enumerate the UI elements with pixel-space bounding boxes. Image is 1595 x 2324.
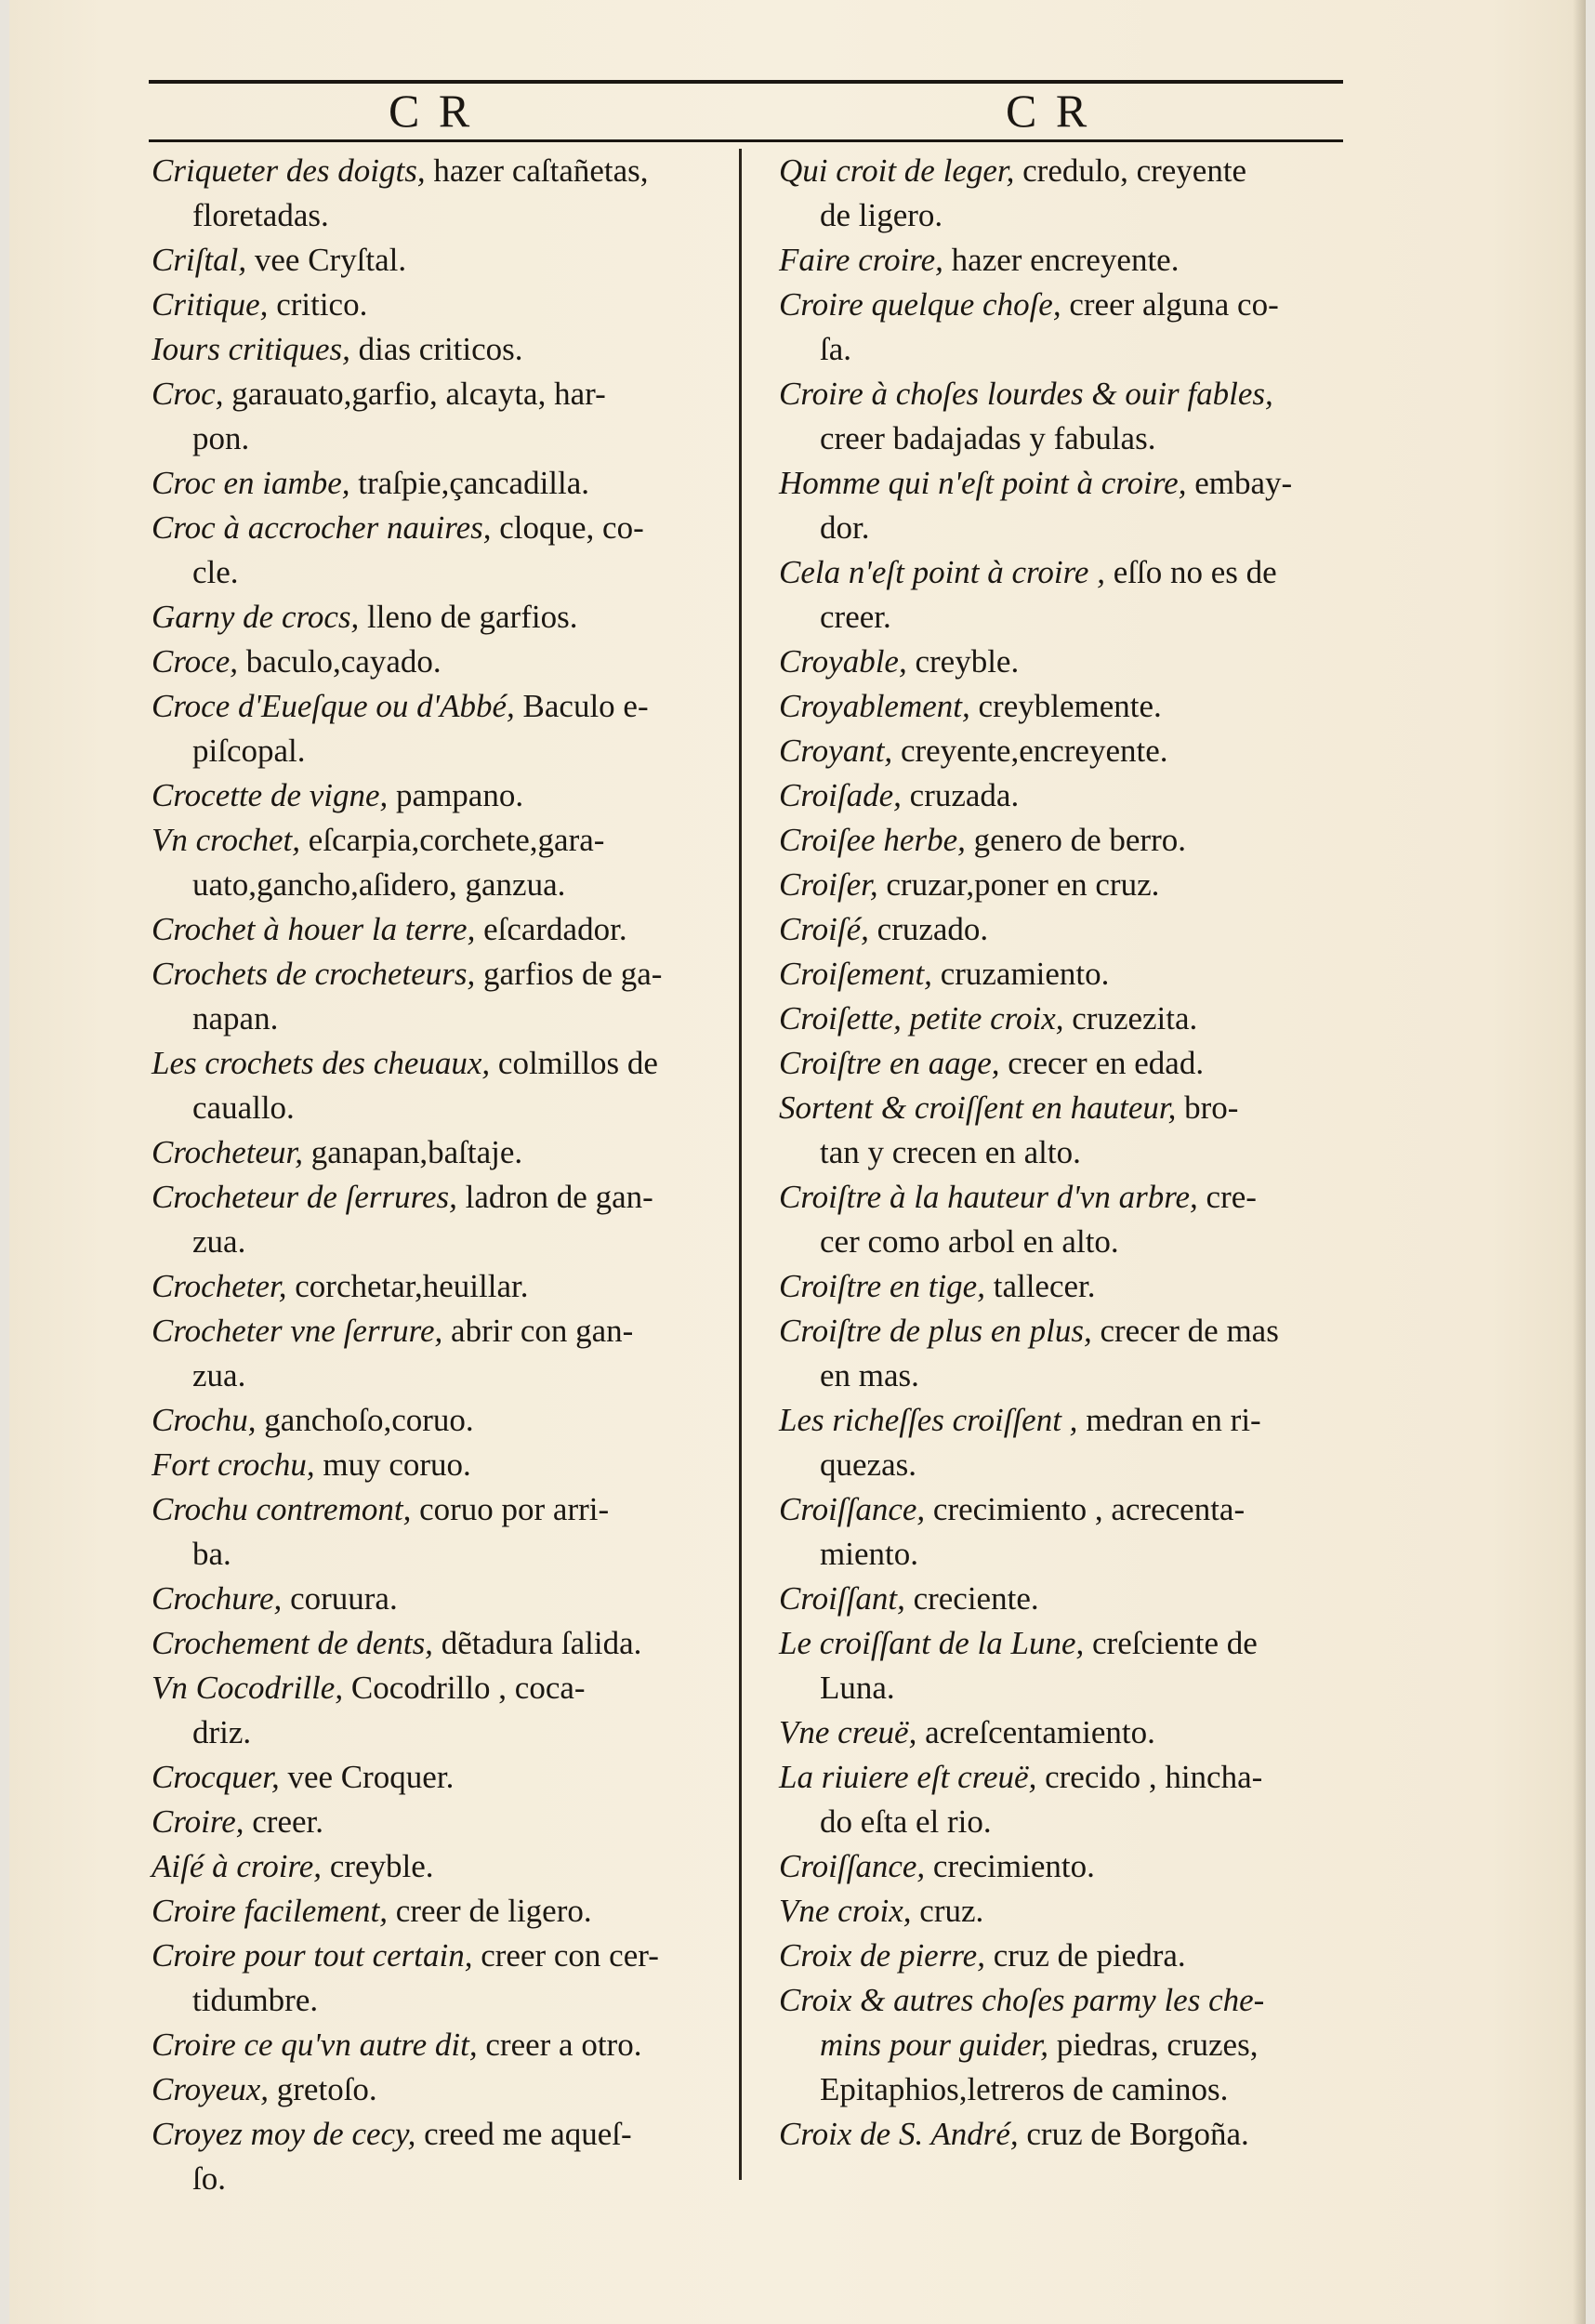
translation: creer alguna co- <box>1069 286 1279 323</box>
translation: credulo, creyente <box>1022 152 1247 189</box>
header-left: C R <box>389 85 474 137</box>
dictionary-entry <box>152 2023 730 2067</box>
translation: crecimiento , acrecenta- <box>932 1491 1246 1527</box>
headword: Les crochets des cheuaux, <box>152 1045 491 1081</box>
headword: Croyable, <box>779 643 907 680</box>
dictionary-entry <box>779 372 1348 461</box>
translation: crecer de mas <box>1100 1313 1279 1349</box>
translation-continued: zua. <box>192 1357 246 1393</box>
dictionary-entry <box>152 283 730 327</box>
headword: Croyablement, <box>779 688 970 724</box>
translation: garfios de ga- <box>483 956 663 992</box>
translation-continued: de ligero. <box>820 197 943 233</box>
translation: genero de berro. <box>973 822 1186 858</box>
headword: Croiſtre de plus en plus, <box>779 1313 1092 1349</box>
translation: baculo,cayado. <box>245 643 442 680</box>
headword: Crochet à houer la terre, <box>152 911 476 947</box>
dictionary-entry <box>152 1443 730 1487</box>
headword: Croire ce qu'vn autre dit, <box>152 2027 478 2063</box>
translation-continued: piedras, cruzes, <box>1056 2027 1259 2063</box>
translation: colmillos de <box>497 1045 658 1081</box>
headword: Le croiſſant de la Lune, <box>779 1625 1085 1661</box>
translation: medran en ri- <box>1086 1402 1261 1438</box>
headword: Croix de pierre, <box>779 1937 985 1974</box>
dictionary-entry <box>152 1844 730 1889</box>
dictionary-entry <box>152 952 730 1041</box>
dictionary-entry <box>152 1175 730 1264</box>
header-right: C R <box>1006 85 1091 137</box>
translation-continued: ſa. <box>820 331 852 367</box>
translation: vee Croquer. <box>287 1759 455 1795</box>
dictionary-entry <box>152 2112 730 2201</box>
headword: Crochement de dents, <box>152 1625 433 1661</box>
headword: Les richeſſes croiſſent , <box>779 1402 1078 1438</box>
column-divider <box>739 149 742 2180</box>
translation-continued: driz. <box>192 1714 252 1750</box>
dictionary-entry <box>152 818 730 907</box>
headword: Croyeux, <box>152 2071 270 2107</box>
translation: ganchoſo,coruo. <box>264 1402 474 1438</box>
headword: Crochu contremont, <box>152 1491 412 1527</box>
headword: Croce d'Eueſque ou d'Abbé, <box>152 688 515 724</box>
dictionary-page <box>9 0 1586 2324</box>
translation: cruzado. <box>877 911 989 947</box>
translation-continued: miento. <box>820 1536 918 1572</box>
dictionary-entry <box>152 1621 730 1666</box>
dictionary-entry <box>779 1710 1348 1755</box>
dictionary-entry <box>152 1666 730 1755</box>
headword: Crocette de vigne, <box>152 777 389 813</box>
headword: Sortent & croiſſent en hauteur, <box>779 1089 1177 1126</box>
translation: lleno de garfios. <box>366 599 578 635</box>
translation-continued: quezas. <box>820 1446 916 1483</box>
headword: Cela n'eſt point à croire , <box>779 554 1105 590</box>
translation: eſcardador. <box>483 911 627 947</box>
dictionary-entry <box>779 997 1348 1041</box>
dictionary-entry <box>779 1844 1348 1889</box>
translation: creer a otro. <box>485 2027 642 2063</box>
running-header <box>149 80 1343 141</box>
translation: embay- <box>1194 465 1293 501</box>
dictionary-entry <box>779 818 1348 863</box>
translation: tallecer. <box>993 1268 1096 1304</box>
dictionary-entry <box>152 372 730 461</box>
translation-continued: cer como arbol en alto. <box>820 1223 1119 1260</box>
translation: creer con cer- <box>481 1937 659 1974</box>
translation-continued: cle. <box>192 554 239 590</box>
translation: dias criticos. <box>358 331 523 367</box>
dictionary-entry <box>779 1934 1348 1978</box>
dictionary-entry <box>152 238 730 283</box>
dictionary-entry <box>779 1487 1348 1577</box>
translation: coruo por arri- <box>419 1491 610 1527</box>
headword: Croce, <box>152 643 238 680</box>
dictionary-entry <box>779 2112 1348 2157</box>
dictionary-entry <box>779 640 1348 684</box>
headword: Vn Cocodrille, <box>152 1670 344 1706</box>
headword: Qui croit de leger, <box>779 152 1015 189</box>
dictionary-entry <box>152 506 730 595</box>
headword: Croiſſance, <box>779 1848 926 1884</box>
dictionary-entry <box>779 550 1348 640</box>
headword: Croiſé, <box>779 911 869 947</box>
headword: Homme qui n'eſt point à croire, <box>779 465 1187 501</box>
dictionary-entry <box>152 461 730 506</box>
translation-continued: do eſta el rio. <box>820 1803 992 1840</box>
translation: eſcarpia,corchete,gara- <box>308 822 605 858</box>
dictionary-entry <box>779 729 1348 773</box>
headword: Croiſette, petite croix, <box>779 1000 1064 1037</box>
translation-continued: tidumbre. <box>192 1982 319 2018</box>
headword: Crocheter, <box>152 1268 287 1304</box>
dictionary-entry <box>152 907 730 952</box>
headword: Crochets de crocheteurs, <box>152 956 476 992</box>
translation: cruz de piedra. <box>993 1937 1186 1974</box>
dictionary-entry <box>779 1175 1348 1264</box>
headword: Croiſtre en tige, <box>779 1268 985 1304</box>
translation-continued: piſcopal. <box>192 733 306 769</box>
translation-continued: cauallo. <box>192 1089 295 1126</box>
headword: Faire croire, <box>779 242 943 278</box>
translation: cloque, co- <box>499 509 644 546</box>
dictionary-entry <box>152 1264 730 1309</box>
headword: Criſtal, <box>152 242 247 278</box>
headword: Croyant, <box>779 733 893 769</box>
translation: hazer encreyente. <box>951 242 1180 278</box>
dictionary-entry <box>152 773 730 818</box>
translation: cruzada. <box>909 777 1020 813</box>
translation-continued: creer. <box>820 599 891 635</box>
translation: ladron de gan- <box>465 1179 653 1215</box>
translation: crecimiento. <box>932 1848 1095 1884</box>
dictionary-entry <box>779 461 1348 550</box>
translation-continued: dor. <box>820 509 870 546</box>
headword: Crocheteur de ſerrures, <box>152 1179 457 1215</box>
translation: abrir con gan- <box>451 1313 634 1349</box>
headword: Croc, <box>152 376 224 412</box>
headword: Croire pour tout certain, <box>152 1937 473 1974</box>
dictionary-entry <box>152 640 730 684</box>
dictionary-entry <box>779 1978 1348 2112</box>
translation: creſciente de <box>1092 1625 1258 1661</box>
translation: creyente,encreyente. <box>900 733 1168 769</box>
dictionary-entry <box>779 1577 1348 1621</box>
dictionary-entry <box>152 595 730 640</box>
dictionary-entry <box>152 1487 730 1577</box>
headword: Croix & autres choſes parmy les che- <box>779 1982 1265 2018</box>
headword: Croiſtre à la hauteur d'vn arbre, <box>779 1179 1198 1215</box>
dictionary-entry <box>779 1621 1348 1710</box>
header-bottom-rule <box>149 139 1343 142</box>
translation: creyblemente. <box>978 688 1162 724</box>
translation: hazer caſtañetas, <box>433 152 649 189</box>
headword: Aiſé à croire, <box>152 1848 323 1884</box>
dictionary-entry <box>779 1889 1348 1934</box>
dictionary-entry <box>779 773 1348 818</box>
headword: Croire, <box>152 1803 244 1840</box>
translation: creer. <box>252 1803 323 1840</box>
dictionary-entry <box>152 149 730 238</box>
headword: Croire facilement, <box>152 1893 389 1929</box>
dictionary-entry <box>779 238 1348 283</box>
dictionary-entry <box>779 1398 1348 1487</box>
translation: vee Cryſtal. <box>254 242 407 278</box>
headword: La riuiere eſt creuë, <box>779 1759 1037 1795</box>
translation-continued: en mas. <box>820 1357 919 1393</box>
headword: Garny de crocs, <box>152 599 360 635</box>
headword: Croiſtre en aage, <box>779 1045 1000 1081</box>
dictionary-entry <box>152 1800 730 1844</box>
translation-continued: pon. <box>192 420 250 456</box>
translation: cruzar,poner en cruz. <box>886 866 1160 903</box>
dictionary-entry <box>779 863 1348 907</box>
dictionary-entry <box>152 1577 730 1621</box>
headword: Crocquer, <box>152 1759 280 1795</box>
translation-continued: zua. <box>192 1223 246 1260</box>
headword: Croire à choſes lourdes & ouir fables, <box>779 376 1273 412</box>
translation: critico. <box>276 286 368 323</box>
headword: Vne croix, <box>779 1893 912 1929</box>
headword: Fort crochu, <box>152 1446 315 1483</box>
translation: cruz de Borgoña. <box>1026 2116 1249 2152</box>
translation: garauato,garfio, alcayta, har- <box>231 376 606 412</box>
headword: Criqueter des doigts, <box>152 152 426 189</box>
dictionary-entry <box>779 952 1348 997</box>
dictionary-entry <box>779 1755 1348 1844</box>
translation: Baculo e- <box>522 688 649 724</box>
dictionary-entry <box>152 1130 730 1175</box>
translation: creciente. <box>913 1580 1039 1617</box>
translation: cruz. <box>919 1893 984 1929</box>
translation: acreſcentamiento. <box>925 1714 1155 1750</box>
dictionary-entry <box>152 327 730 372</box>
translation: Cocodrillo , coca- <box>350 1670 586 1706</box>
dictionary-entry <box>152 1309 730 1398</box>
dictionary-entry <box>779 1264 1348 1309</box>
headword: Croiſement, <box>779 956 932 992</box>
headword: Vne creuë, <box>779 1714 917 1750</box>
translation-continued: Luna. <box>820 1670 895 1706</box>
right-column <box>779 149 1348 2157</box>
dictionary-entry <box>152 1889 730 1934</box>
page-edge-shadow <box>1573 0 1586 2324</box>
dictionary-entry <box>779 149 1348 238</box>
headword: Croiſade, <box>779 777 902 813</box>
dictionary-entry <box>779 1041 1348 1086</box>
translation-continued: Epitaphios,letreros de caminos. <box>820 2071 1229 2107</box>
dictionary-entry <box>152 1398 730 1443</box>
translation: cre- <box>1206 1179 1257 1215</box>
headword: Crochu, <box>152 1402 257 1438</box>
translation: bro- <box>1184 1089 1239 1126</box>
headword: Vn crochet, <box>152 822 301 858</box>
headword: Croyez moy de cecy, <box>152 2116 416 2152</box>
headword: Iours critiques, <box>152 331 350 367</box>
translation-continued: napan. <box>192 1000 279 1037</box>
translation: coruura. <box>290 1580 398 1617</box>
headword: Croc à accrocher nauires, <box>152 509 492 546</box>
translation: corchetar,heuillar. <box>295 1268 529 1304</box>
headword: Croiſee herbe, <box>779 822 966 858</box>
translation-continued: floretadas. <box>192 197 329 233</box>
headword: Croc en iambe, <box>152 465 350 501</box>
headword: Crocheteur, <box>152 1134 303 1170</box>
dictionary-entry <box>779 283 1348 372</box>
translation: pampano. <box>396 777 524 813</box>
translation-continued: ba. <box>192 1536 231 1572</box>
left-column <box>152 149 730 2201</box>
dictionary-entry <box>779 1309 1348 1398</box>
translation-continued: tan y crecen en alto. <box>820 1134 1081 1170</box>
translation: ganapan,baſtaje. <box>310 1134 523 1170</box>
translation: crecer en edad. <box>1008 1045 1205 1081</box>
dictionary-entry <box>779 684 1348 729</box>
dictionary-entry <box>152 684 730 773</box>
dictionary-entry <box>152 1755 730 1800</box>
dictionary-entry <box>152 1041 730 1130</box>
translation-continued: uato,gancho,aſidero, ganzua. <box>192 866 566 903</box>
headword-continued: mins pour guider, <box>820 2027 1048 2063</box>
translation: creer de ligero. <box>395 1893 592 1929</box>
dictionary-entry <box>152 2067 730 2112</box>
dictionary-entry <box>779 1086 1348 1175</box>
translation: dẽtadura ſalida. <box>441 1625 642 1661</box>
headword: Crochure, <box>152 1580 283 1617</box>
translation: muy coruo. <box>323 1446 471 1483</box>
headword: Croiſſance, <box>779 1491 926 1527</box>
dictionary-entry <box>779 907 1348 952</box>
translation: traſpie,çancadilla. <box>358 465 590 501</box>
translation: cruzamiento. <box>940 956 1110 992</box>
translation: gretoſo. <box>276 2071 377 2107</box>
headword: Croiſer, <box>779 866 878 903</box>
translation: eſſo no es de <box>1113 554 1277 590</box>
dictionary-entry <box>152 1934 730 2023</box>
headword: Croiſſant, <box>779 1580 905 1617</box>
headword: Croire quelque choſe, <box>779 286 1061 323</box>
translation: cruzezita. <box>1072 1000 1198 1037</box>
headword: Crocheter vne ſerrure, <box>152 1313 443 1349</box>
translation-continued: creer badajadas y fabulas. <box>820 420 1156 456</box>
translation: creyble. <box>915 643 1020 680</box>
translation: crecido , hincha- <box>1045 1759 1263 1795</box>
headword: Critique, <box>152 286 269 323</box>
translation: creed me aqueſ- <box>424 2116 632 2152</box>
translation: creyble. <box>329 1848 434 1884</box>
headword: Croix de S. André, <box>779 2116 1019 2152</box>
translation-continued: ſo. <box>192 2160 226 2197</box>
